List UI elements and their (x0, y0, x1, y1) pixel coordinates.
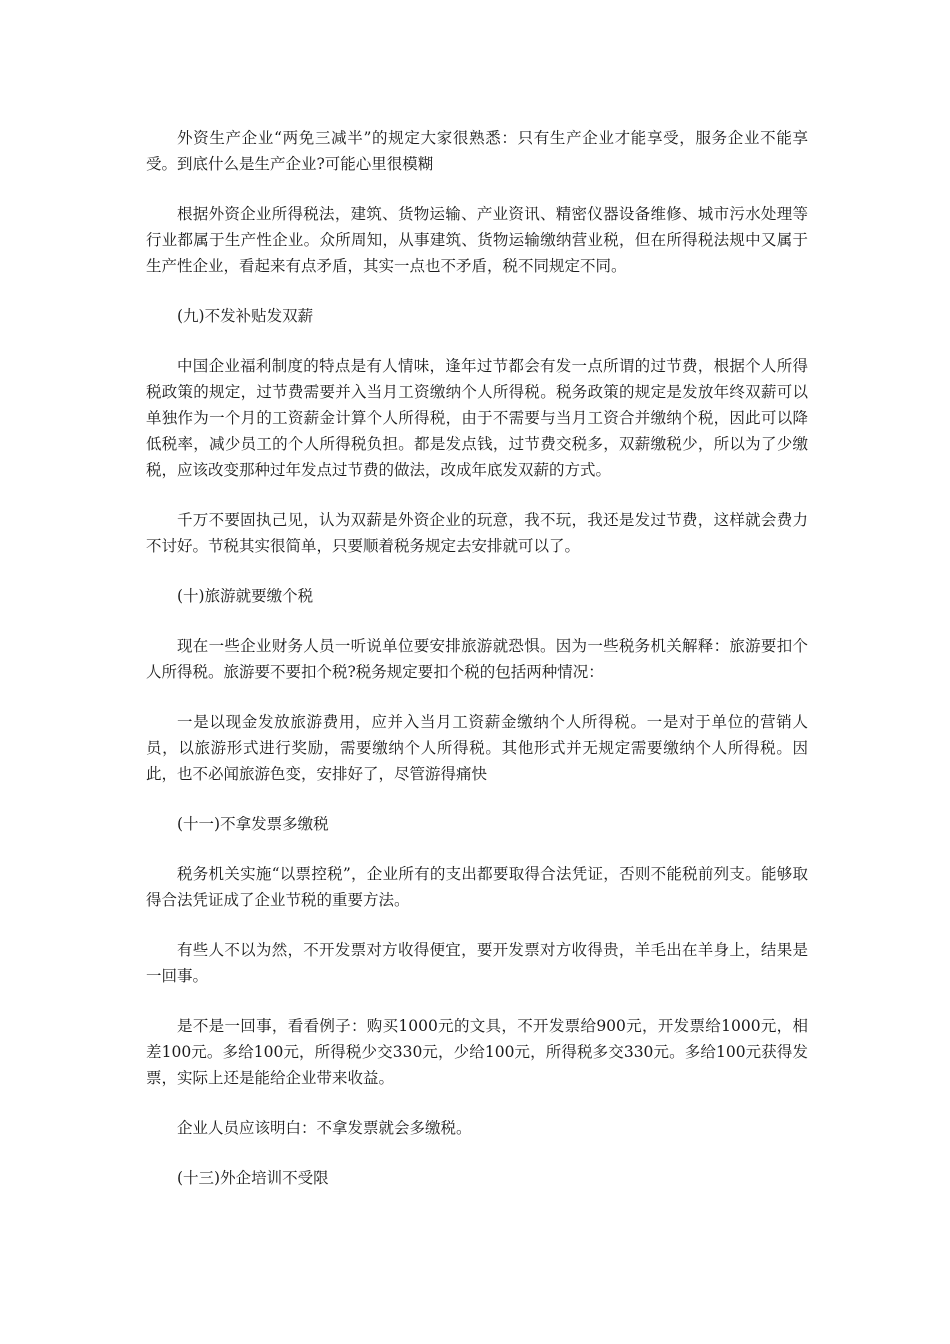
section-heading-11: (十一)不拿发票多缴税 (177, 815, 329, 833)
section-heading-9: (九)不发补贴发双薪 (177, 307, 314, 325)
document-body (146, 125, 808, 1215)
paragraph-two-exemptions: 外资生产企业“两免三减半”的规定大家很熟悉：只有生产企业才能享受，服务企业不能享受。到底什么是生产企业?可能心里很模糊 (146, 129, 808, 173)
section-heading-13: (十三)外企培训不受限 (177, 1169, 329, 1187)
paragraph-travel-cases: 一是以现金发放旅游费用，应并入当月工资薪金缴纳个人所得税。一是对于单位的营销人员，以旅游形式进行奖励，需要缴纳个人所得税。其他形式并无规定需要缴纳个人所得税。因此，也不必闻旅游色变，安排好了，尽管游得痛快 (146, 713, 808, 783)
paragraph-invoice-opinion: 有些人不以为然，不开发票对方收得便宜，要开发票对方收得贵，羊毛出在羊身上，结果是一回事。 (146, 941, 808, 985)
paragraph-invoice-control: 税务机关实施“以票控税”，企业所有的支出都要取得合法凭证，否则不能税前列支。能够取得合法凭证成了企业节税的重要方法。 (146, 865, 808, 909)
section-heading-10: (十)旅游就要缴个税 (177, 587, 314, 605)
paragraph-travel-tax: 现在一些企业财务人员一听说单位要安排旅游就恐惧。因为一些税务机关解释：旅游要扣个人所得税。旅游要不要扣个税?税务规定要扣个税的包括两种情况： (146, 637, 808, 681)
paragraph-invoice-example: 是不是一回事，看看例子：购买1000元的文具，不开发票给900元，开发票给1000元，相差100元。多给100元，所得税少交330元，少给100元，所得税多交330元。多给100元获得发票，实际上还是能给企业带来收益。 (146, 1017, 808, 1087)
paragraph-holiday-bonus: 中国企业福利制度的特点是有人情味，逢年过节都会有发一点所谓的过节费，根据个人所得税政策的规定，过节费需要并入当月工资缴纳个人所得税。税务政策的规定是发放年终双薪可以单独作为一个月的工资薪金计算个人所得税，由于不需要与当月工资合并缴纳个税，因此可以降低税率，减少员工的个人所得税负担。都是发点钱，过节费交税多，双薪缴税少，所以为了少缴税，应该改变那种过年发点过节费的做法，改成年底发双薪的方式。 (146, 357, 808, 479)
paragraph-double-salary: 千万不要固执己见，认为双薪是外资企业的玩意，我不玩，我还是发过节费，这样就会费力不讨好。节税其实很简单，只要顺着税务规定去安排就可以了。 (146, 511, 808, 555)
paragraph-production-enterprise: 根据外资企业所得税法，建筑、货物运输、产业资讯、精密仪器设备维修、城市污水处理等行业都属于生产性企业。众所周知，从事建筑、货物运输缴纳营业税，但在所得税法规中又属于生产性企业，看起来有点矛盾，其实一点也不矛盾，税不同规定不同。 (146, 205, 808, 275)
paragraph-invoice-conclusion: 企业人员应该明白：不拿发票就会多缴税。 (177, 1119, 472, 1137)
